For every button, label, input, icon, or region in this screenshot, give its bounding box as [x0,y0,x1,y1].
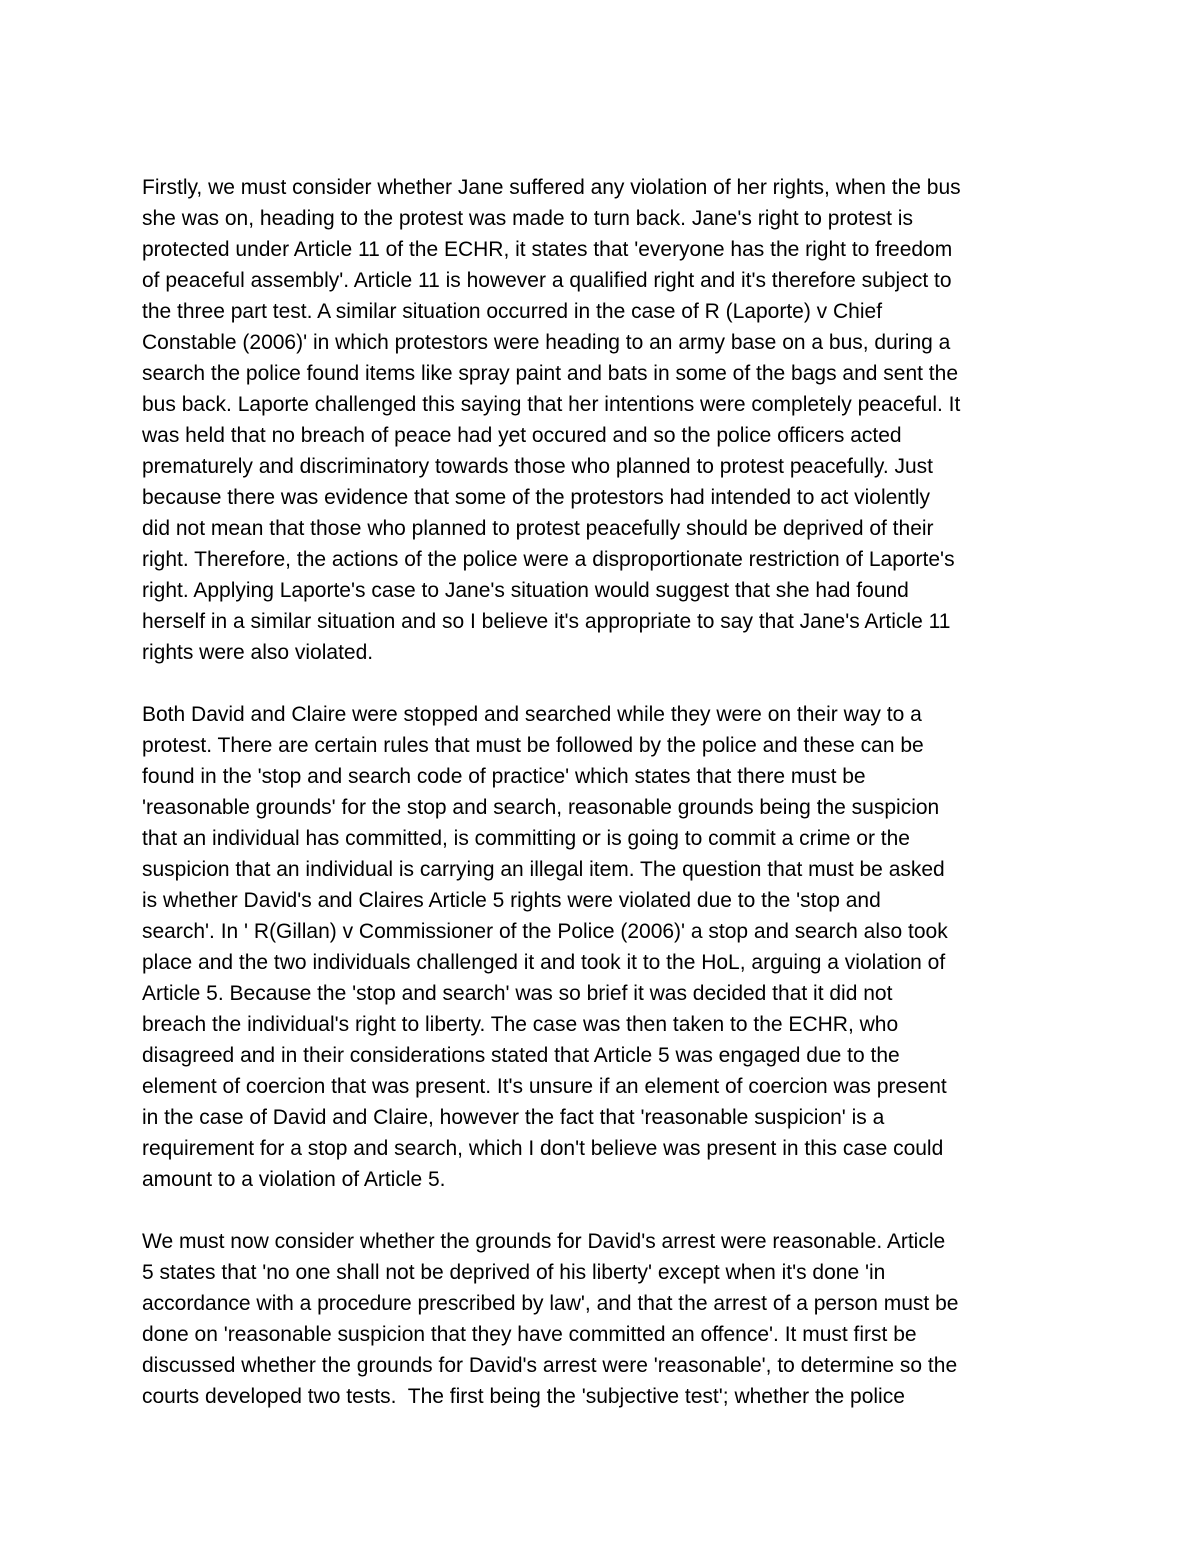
text-line: breach the individual's right to liberty. The case was then taken to the ECHR, who [142,1013,899,1036]
text-line: suspicion that an individual is carrying an illegal item. The question that must be asked [142,858,945,881]
text-line: 5 states that 'no one shall not be deprived of his liberty' except when it's done 'in [142,1261,886,1284]
text-line: found in the 'stop and search code of practice' which states that there must be [142,765,866,788]
text-line: element of coercion that was present. It's unsure if an element of coercion was present [142,1075,947,1098]
text-line: courts developed two tests. The first being the 'subjective test'; whether the police [142,1385,905,1408]
paragraph-3 [142,1226,1072,1412]
text-line: because there was evidence that some of the protestors had intended to act violently [142,486,930,509]
text-line: search the police found items like spray paint and bats in some of the bags and sent the [142,362,958,385]
text-line: right. Applying Laporte's case to Jane's situation would suggest that she had found [142,579,909,602]
text-line: Both David and Claire were stopped and searched while they were on their way to a [142,703,922,726]
text-line: the three part test. A similar situation occurred in the case of R (Laporte) v Chief [142,300,883,323]
text-line: is whether David's and Claires Article 5 rights were violated due to the 'stop and [142,889,881,912]
text-line: amount to a violation of Article 5. [142,1168,446,1191]
text-line: that an individual has committed, is committing or is going to commit a crime or the [142,827,910,850]
text-line: of peaceful assembly'. Article 11 is however a qualified right and it's therefore subject to [142,269,952,292]
text-line: accordance with a procedure prescribed by law', and that the arrest of a person must be [142,1292,959,1315]
text-line: rights were also violated. [142,641,374,664]
text-line: Constable (2006)' in which protestors were heading to an army base on a bus, during a [142,331,951,354]
text-line: prematurely and discriminatory towards those who planned to protest peacefully. Just [142,455,934,478]
text-line: We must now consider whether the grounds for David's arrest were reasonable. Article [142,1230,946,1253]
text-line: place and the two individuals challenged it and took it to the HoL, arguing a violation of [142,951,946,974]
paragraph-1 [142,172,1072,668]
text-line: 'reasonable grounds' for the stop and search, reasonable grounds being the suspicion [142,796,940,819]
text-line: she was on, heading to the protest was made to turn back. Jane's right to protest is [142,207,913,230]
text-line: disagreed and in their considerations stated that Article 5 was engaged due to the [142,1044,900,1067]
text-line: discussed whether the grounds for David's arrest were 'reasonable', to determine so the [142,1354,958,1377]
text-line: Firstly, we must consider whether Jane suffered any violation of her rights, when the bus [142,176,961,199]
text-line: herself in a similar situation and so I believe it's appropriate to say that Jane's Article 11 [142,610,951,633]
text-line: search'. In ' R(Gillan) v Commissioner of the Police (2006)' a stop and search also took [142,920,948,943]
text-line: protest. There are certain rules that must be followed by the police and these can be [142,734,924,757]
text-line: protected under Article 11 of the ECHR, it states that 'everyone has the right to freedom [142,238,953,261]
text-line: requirement for a stop and search, which I don't believe was present in this case could [142,1137,944,1160]
text-line: right. Therefore, the actions of the police were a disproportionate restriction of Laporte's [142,548,955,571]
document-body [142,172,1072,1443]
paragraph-2 [142,699,1072,1195]
text-line: in the case of David and Claire, however the fact that 'reasonable suspicion' is a [142,1106,885,1129]
text-line: done on 'reasonable suspicion that they have committed an offence'. It must first be [142,1323,917,1346]
text-line: bus back. Laporte challenged this saying that her intentions were completely peaceful. It [142,393,961,416]
text-line: Article 5. Because the 'stop and search' was so brief it was decided that it did not [142,982,893,1005]
text-line: was held that no breach of peace had yet occured and so the police officers acted [142,424,902,447]
text-line: did not mean that those who planned to protest peacefully should be deprived of their [142,517,934,540]
